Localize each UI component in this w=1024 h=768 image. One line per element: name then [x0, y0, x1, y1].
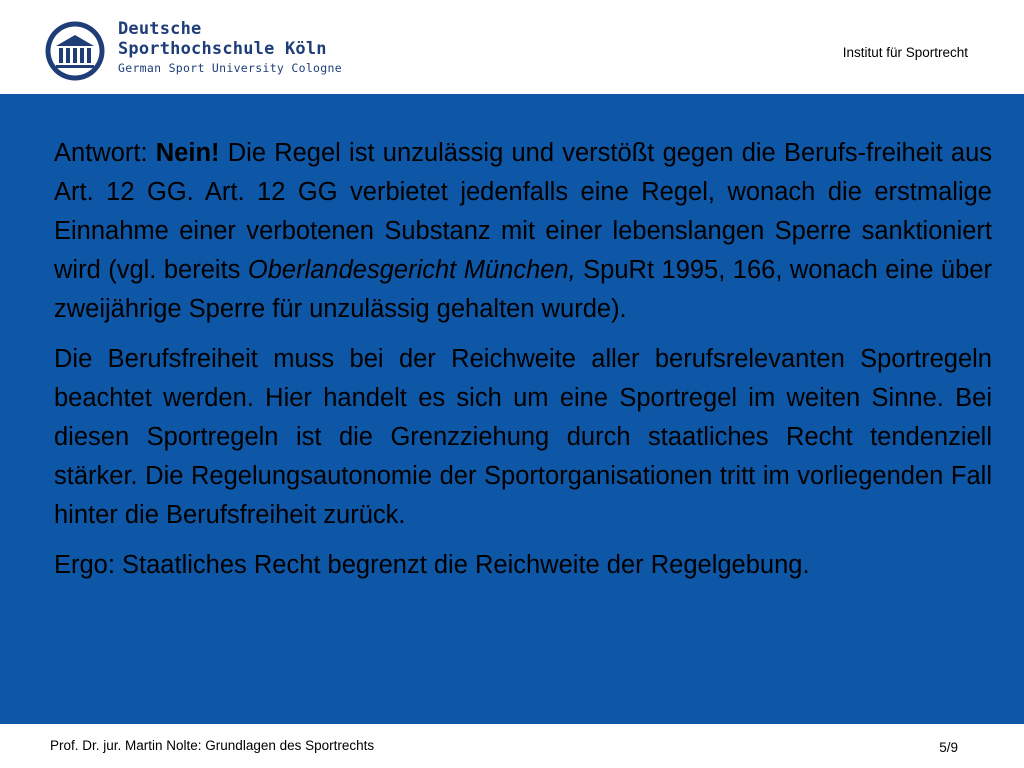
- conclusion-paragraph: Ergo: Staatliches Recht begrenzt die Reichweite der Regelgebung.: [54, 551, 810, 579]
- answer-text: Die Regel ist unzulässig und verstößt gegen die Berufs-freiheit aus Art. 12 GG. Art. 12 GG verbietet jedenfalls eine Regel, wonach die erstmalige Einnahme einer verbotenen Substanz mit einer lebenslangen Sperre sanktioniert wird (vgl. bereits: [54, 139, 993, 284]
- page-number: 5/9: [939, 740, 958, 755]
- answer-prefix: Antwort:: [54, 139, 156, 167]
- slide-header: [0, 0, 1024, 94]
- institute-name: Institut für Sportrecht: [842, 45, 968, 60]
- university-name-line1: Deutsche: [118, 19, 202, 39]
- slide-footer: [0, 724, 1024, 768]
- university-name-line2: Sporthochschule Köln: [118, 39, 327, 59]
- court-citation: Oberlandesgericht München,: [247, 256, 576, 284]
- footer-author: Prof. Dr. jur. Martin Nolte: Grundlagen des Sportrechts: [50, 738, 375, 753]
- slide-body-text: [54, 134, 992, 596]
- university-name-english: German Sport University Cologne: [118, 61, 342, 75]
- answer-bold: Nein!: [155, 139, 220, 167]
- answer-text-end: SpuRt 1995, 166, wonach eine über zweijährige Sperre für unzulässig gehalten wurde).: [54, 256, 992, 323]
- university-seal-logo: [44, 20, 106, 82]
- explanation-paragraph: Die Berufsfreiheit muss bei der Reichweite aller berufsrelevanten Sportregeln beachtet werden. Hier handelt es sich um eine Sportregel im weiten Sinne. Bei diesen Sportregeln ist die Grenzziehung durch staatliches Recht tendenziell stärker. Die Regelungsautonomie der Sportorganisationen tritt im vorliegenden Fall hinter die Berufsfreiheit zurück.: [54, 345, 992, 529]
- answer-paragraph: [54, 134, 992, 329]
- university-name: [118, 19, 342, 77]
